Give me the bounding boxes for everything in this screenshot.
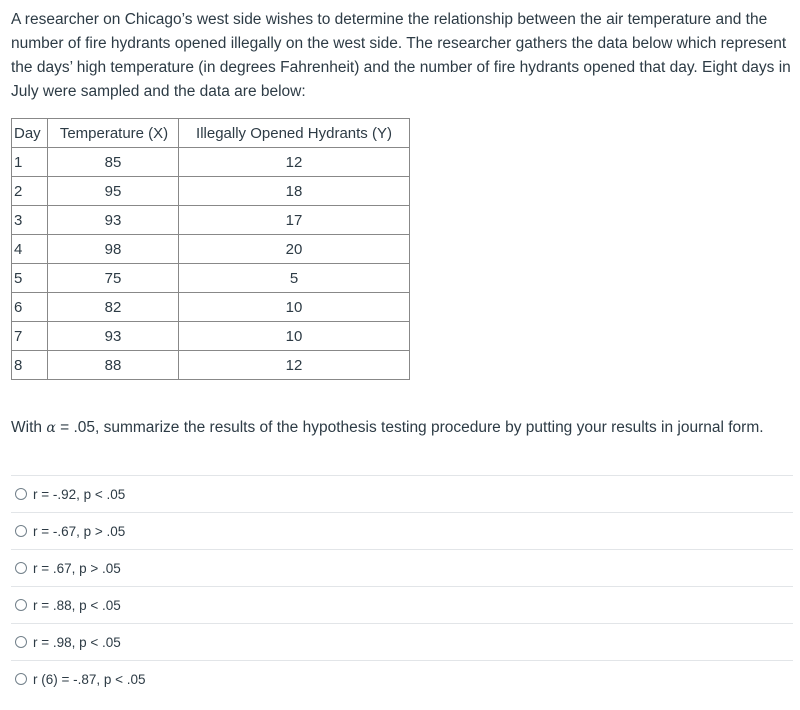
radio-button[interactable] [15, 599, 27, 611]
header-hydrants: Illegally Opened Hydrants (Y) [179, 119, 410, 148]
cell-hydrants: 18 [179, 177, 410, 206]
answer-option[interactable] [11, 623, 793, 660]
cell-temperature: 82 [48, 293, 179, 322]
data-table [11, 118, 410, 380]
cell-day: 7 [12, 322, 48, 351]
answer-label: r = .98, p < .05 [33, 634, 121, 650]
table-row [12, 264, 410, 293]
answer-label: r = .88, p < .05 [33, 597, 121, 613]
radio-button[interactable] [15, 525, 27, 537]
table-row [12, 206, 410, 235]
cell-temperature: 95 [48, 177, 179, 206]
cell-hydrants: 12 [179, 351, 410, 380]
cell-hydrants: 20 [179, 235, 410, 264]
cell-temperature: 93 [48, 322, 179, 351]
answer-option[interactable] [11, 512, 793, 549]
alpha-symbol: α [46, 420, 56, 436]
table-row [12, 177, 410, 206]
table-row [12, 293, 410, 322]
cell-hydrants: 10 [179, 293, 410, 322]
radio-button[interactable] [15, 562, 27, 574]
cell-day: 3 [12, 206, 48, 235]
answer-option[interactable] [11, 475, 793, 512]
header-day: Day [12, 119, 48, 148]
answer-label: r = .67, p > .05 [33, 560, 121, 576]
cell-hydrants: 5 [179, 264, 410, 293]
question-suffix: = .05, summarize the results of the hypothesis testing procedure by putting your results in journal form. [60, 419, 764, 436]
answer-label: r = -.92, p < .05 [33, 486, 126, 502]
cell-temperature: 93 [48, 206, 179, 235]
cell-temperature: 85 [48, 148, 179, 177]
cell-hydrants: 12 [179, 148, 410, 177]
answer-option[interactable] [11, 586, 793, 623]
radio-button[interactable] [15, 488, 27, 500]
table-row [12, 235, 410, 264]
radio-button[interactable] [15, 636, 27, 648]
answer-choices [11, 475, 793, 697]
cell-temperature: 75 [48, 264, 179, 293]
cell-day: 1 [12, 148, 48, 177]
cell-day: 8 [12, 351, 48, 380]
question-prefix: With [11, 419, 42, 436]
table-row [12, 148, 410, 177]
cell-day: 4 [12, 235, 48, 264]
table-row [12, 351, 410, 380]
cell-day: 5 [12, 264, 48, 293]
question-prompt [11, 416, 764, 440]
question-intro: A researcher on Chicago’s west side wishes to determine the relationship between the air temperature and the number of fire hydrants opened illegally on the west side. The researcher gathers the data below which represent the days’ high temperature (in degrees Fahrenheit) and the number of fire hydrants opened that day. Eight days in July were sampled and the data are below: [11, 11, 791, 100]
cell-day: 2 [12, 177, 48, 206]
cell-temperature: 88 [48, 351, 179, 380]
answer-option[interactable] [11, 549, 793, 586]
cell-day: 6 [12, 293, 48, 322]
header-temperature: Temperature (X) [48, 119, 179, 148]
cell-hydrants: 17 [179, 206, 410, 235]
table-header-row [12, 119, 410, 148]
answer-label: r (6) = -.87, p < .05 [33, 671, 146, 687]
cell-hydrants: 10 [179, 322, 410, 351]
radio-button[interactable] [15, 673, 27, 685]
table-row [12, 322, 410, 351]
cell-temperature: 98 [48, 235, 179, 264]
answer-label: r = -.67, p > .05 [33, 523, 126, 539]
answer-option[interactable] [11, 660, 793, 697]
